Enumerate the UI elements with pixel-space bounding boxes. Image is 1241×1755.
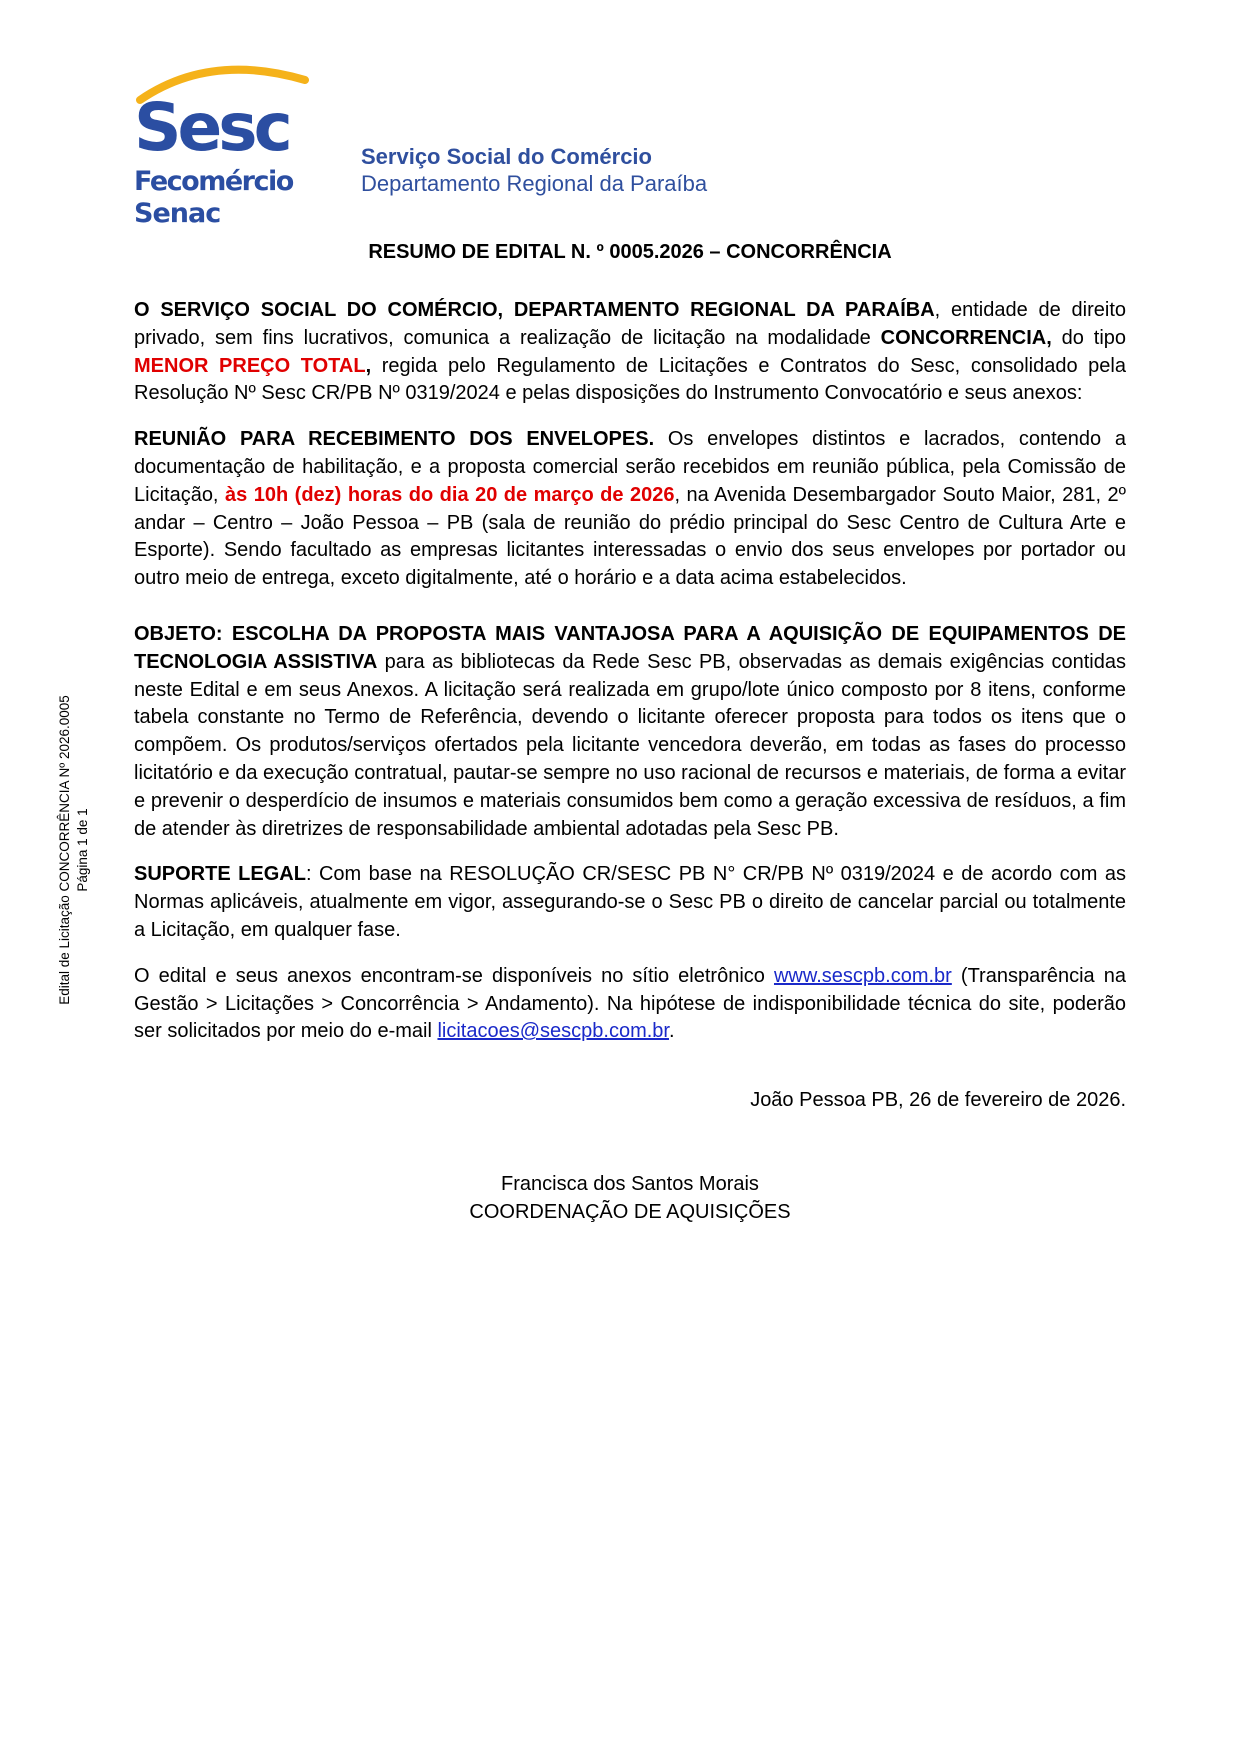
paragraph-intro xyxy=(134,297,1126,408)
sesc-logo xyxy=(130,58,310,233)
margin-note-line1: Edital de Licitação CONCORRÊNCIA Nº 2026.0005 xyxy=(57,695,72,1005)
document-title: RESUMO DE EDITAL N. º 0005.2026 – CONCORRÊNCIA xyxy=(368,241,892,263)
organization-header xyxy=(361,143,707,197)
paragraph-meeting xyxy=(134,426,1126,593)
paragraph-object xyxy=(134,621,1126,843)
date-line: João Pessoa PB, 26 de fevereiro de 2026. xyxy=(750,1089,1126,1111)
margin-note-line2: Página 1 de 1 xyxy=(75,808,90,892)
org-name: Serviço Social do Comércio xyxy=(361,144,652,169)
intro-modality: CONCORRENCIA, xyxy=(880,326,1052,349)
intro-type-highlight: MENOR PREÇO TOTAL xyxy=(134,354,366,377)
meeting-heading: REUNIÃO PARA RECEBIMENTO DOS ENVELOPES. xyxy=(134,428,655,451)
legal-heading: SUPORTE LEGAL xyxy=(134,863,306,886)
availability-text-2: (Transparência na Gestão > Licitações > Concorrência > Andamento). Na hipótese de indisponibilidade técnica do site, poderão ser solicitados por meio do e-mail xyxy=(134,964,1126,1043)
object-heading: OBJETO: ESCOLHA DA PROPOSTA MAIS VANTAJOSA PARA A AQUISIÇÃO DE EQUIPAMENTOS DE TECNOLOGIA ASSISTIVA xyxy=(134,622,1126,673)
intro-comma: , xyxy=(365,354,372,377)
meeting-text-2: , na Avenida Desembargador Souto Maior, 281, 2º andar – Centro – João Pessoa – PB (sala de reunião do prédio principal do Sesc Centro de Cultura Arte e Esporte). Sendo facultado as empresas licitantes interessadas o envio dos seus envelopes por portador ou outro meio de entrega, exceto digitalmente, até o horário e a data acima estabelecidos. xyxy=(134,483,1126,590)
availability-text-1: O edital e seus anexos encontram-se disponíveis no sítio eletrônico xyxy=(134,964,774,987)
paragraph-availability xyxy=(134,963,1126,1046)
intro-text-2: do tipo xyxy=(1051,326,1127,349)
sesc-fecomercio-senac-logo-icon xyxy=(130,58,310,233)
org-department: Departamento Regional da Paraíba xyxy=(361,171,708,196)
margin-note xyxy=(56,670,106,1030)
paragraph-legal xyxy=(134,861,1126,944)
signatory-role: COORDENAÇÃO DE AQUISIÇÕES xyxy=(469,1201,791,1223)
object-text: para as bibliotecas da Rede Sesc PB, observadas as demais exigências contidas neste Edital e em seus Anexos. A licitação será realizada em grupo/lote único composto por 8 itens, conforme tabela constante no Termo de Referência, devendo o licitante oferecer proposta para todos os itens que o compõem. Os produtos/serviços ofertados pela licitante vencedora deverão, em todas as fases do processo licitatório e da execução contratual, pautar-se sempre no uso racional de recursos e materiais, de forma a evitar e prevenir o desperdício de insumos e materiais consumidos bem como a geração excessiva de resíduos, a fim de atender às diretrizes de responsabilidade ambiental adotadas pela Sesc PB. xyxy=(134,650,1126,840)
document-body xyxy=(134,297,1126,1064)
logo-line3: Senac xyxy=(134,198,221,229)
availability-text-3: . xyxy=(668,1020,675,1043)
email-link[interactable]: licitacoes@sescpb.com.br xyxy=(437,1020,669,1043)
legal-text: : Com base na RESOLUÇÃO CR/SESC PB N° CR/PB Nº 0319/2024 e de acordo com as Normas aplicáveis, atualmente em vigor, assegurando-se o Sesc PB o direito de cancelar parcial ou totalmente a Licitação, em qualquer fase. xyxy=(134,863,1126,941)
meeting-datetime-highlight: às 10h (dez) horas do dia 20 de março de 2026 xyxy=(224,483,675,506)
signature-block xyxy=(134,1170,1126,1226)
intro-text-3: regida pelo Regulamento de Licitações e Contratos do Sesc, consolidado pela Resolução Nº Sesc CR/PB Nº 0319/2024 e pelas disposições do Instrumento Convocatório e seus anexos: xyxy=(134,354,1126,405)
meeting-text-1: Os envelopes distintos e lacrados, contendo a documentação de habilitação, e a proposta comercial serão recebidos em reunião pública, pela Comissão de Licitação, xyxy=(134,428,1126,506)
intro-entity: O SERVIÇO SOCIAL DO COMÉRCIO, DEPARTAMENTO REGIONAL DA PARAÍBA xyxy=(134,299,935,321)
logo-brand: Sesc xyxy=(134,89,289,166)
signatory-name: Francisca dos Santos Morais xyxy=(501,1173,759,1195)
intro-text-1: , entidade de direito privado, sem fins lucrativos, comunica a realização de licitação na modalidade xyxy=(134,299,1126,349)
website-link[interactable]: www.sescpb.com.br xyxy=(773,964,952,987)
logo-line2: Fecomércio xyxy=(134,166,293,197)
